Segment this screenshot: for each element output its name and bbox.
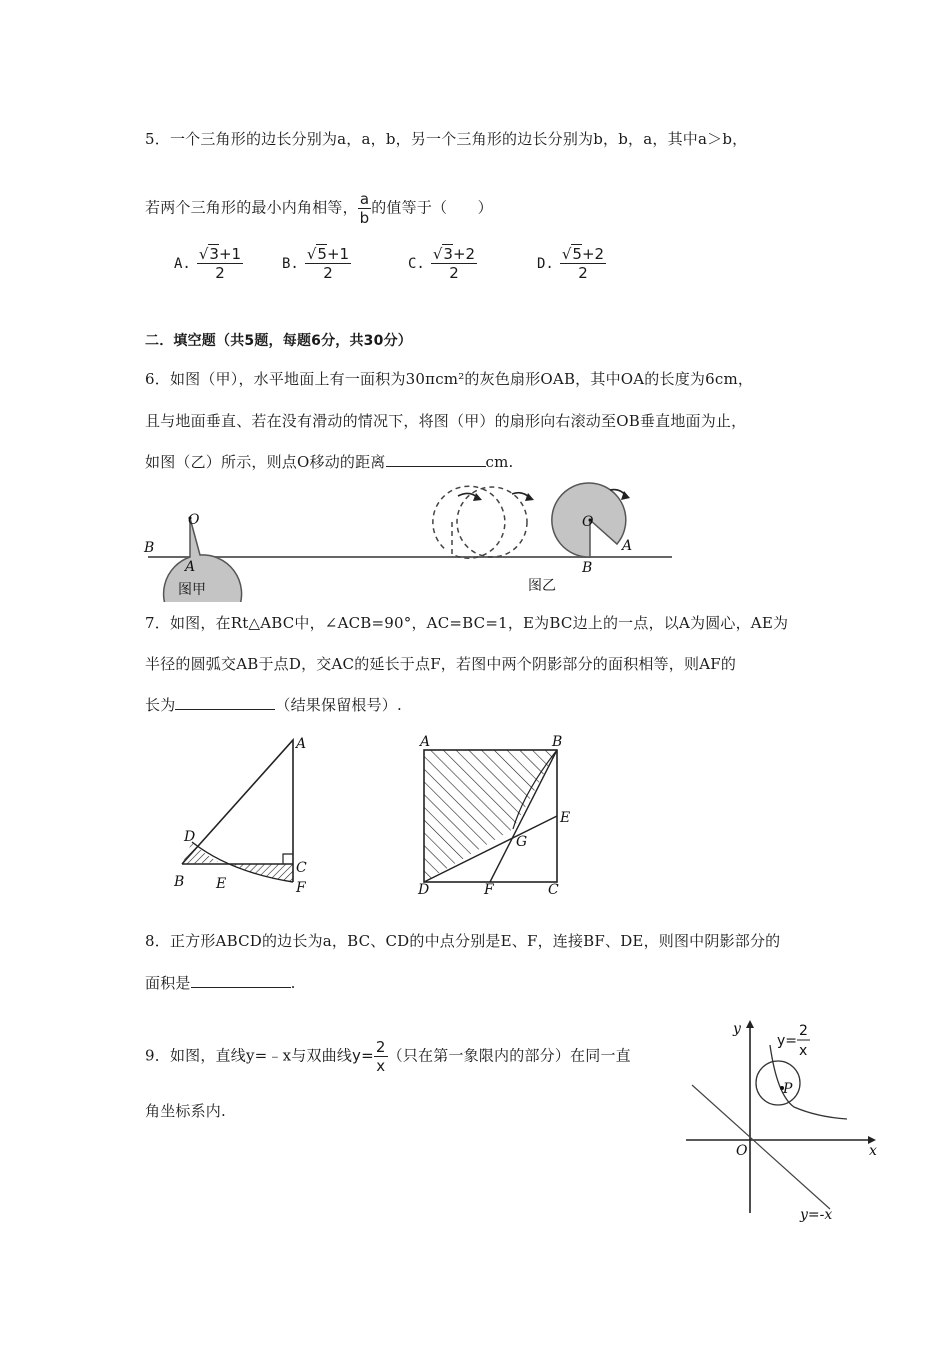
q7-line3: 长为 （结果保留根号）.: [145, 696, 402, 714]
section-title: 二．填空题（共5题，每题6分，共30分）: [145, 333, 412, 349]
label-e-sq: E: [560, 810, 571, 826]
label-o-yi: O: [582, 514, 594, 530]
label-f: F: [296, 880, 306, 894]
label-curve-pre: y=: [777, 1033, 798, 1049]
label-g-sq: G: [516, 834, 528, 850]
caption-yi: 图乙: [528, 578, 556, 594]
label-curve-num: 2: [799, 1023, 808, 1039]
label-b-sq: B: [552, 734, 563, 750]
shade-left: [182, 842, 218, 864]
label-b-jia: B: [144, 540, 155, 556]
q8-figure: [412, 732, 582, 898]
line-neg-x: [692, 1085, 830, 1209]
q5-fraction: $\frac{a}{b}$: [359, 190, 370, 227]
dashed-sector-2: [457, 487, 527, 557]
q7-answer-blank[interactable]: [175, 695, 275, 710]
q5-line1: 5．一个三角形的边长分别为a，a，b，另一个三角形的边长分别为b，b，a，其中a＞b，: [145, 130, 748, 148]
label-d-sq: D: [418, 882, 430, 898]
q8-answer-blank[interactable]: [191, 973, 291, 988]
q5-option-b[interactable]: B. $\frac{√5+1}{2}$: [282, 245, 350, 282]
label-a: A: [296, 736, 307, 752]
label-o-jia: O: [188, 512, 200, 528]
dashed-sector-1: [433, 486, 505, 558]
label-e: E: [216, 876, 227, 892]
hyperbola: [770, 1045, 847, 1119]
label-a-yi: A: [622, 538, 633, 554]
q5-line2-pre: 若两个三角形的最小内角相等，: [145, 198, 358, 217]
label-a-jia: A: [185, 559, 196, 575]
label-a-sq: A: [420, 734, 431, 750]
q7-figure: [170, 732, 320, 894]
label-x: x: [869, 1143, 877, 1159]
q6-line2: 且与地面垂直、若在没有滑动的情况下，将图（甲）的扇形向右滚动至OB垂直地面为止，: [145, 412, 747, 430]
label-b: B: [174, 874, 185, 890]
label-y: y: [733, 1021, 741, 1037]
label-curve-den: x: [799, 1043, 808, 1059]
label-line: y=-x: [800, 1207, 833, 1223]
q6-figure: [140, 482, 680, 602]
q5-line2-post: 的值等于（ ）: [371, 198, 493, 217]
q5-line2: [145, 190, 493, 227]
caption-jia: 图甲: [178, 582, 206, 598]
label-f-sq: F: [484, 882, 494, 898]
label-c: C: [296, 860, 307, 876]
q5-option-a[interactable]: A. $\frac{√3+1}{2}$: [174, 245, 242, 282]
q6-line1: 6．如图（甲），水平地面上有一面积为30πcm²的灰色扇形OAB，其中OA的长度为6cm，: [145, 370, 754, 388]
shaded-region: [424, 750, 557, 882]
label-p: P: [783, 1081, 793, 1097]
label-c-sq: C: [548, 882, 559, 898]
q7-line2: 半径的圆弧交AB于点D，交AC的延长于点F，若图中两个阴影部分的面积相等，则AF的: [145, 655, 737, 673]
q6-line3: 如图（乙）所示，则点O移动的距离 cm.: [145, 453, 514, 471]
shade-right: [230, 864, 293, 882]
q6-answer-blank[interactable]: [386, 452, 486, 467]
label-d: D: [184, 829, 196, 845]
q8-line1: 8．正方形ABCD的边长为a，BC、CD的中点分别是E、F，连接BF、DE，则图中阴影部分的: [145, 932, 781, 950]
q5-option-d[interactable]: D. $\frac{√5+2}{2}$: [537, 245, 605, 282]
label-origin: O: [736, 1143, 748, 1159]
q9-fraction: $\frac{2}{x}$: [375, 1038, 386, 1075]
q7-line1: 7．如图，在Rt△ABC中，∠ACB=90°，AC=BC=1，E为BC边上的一点，以A为圆心，AE为: [145, 614, 789, 632]
label-b-yi: B: [582, 560, 593, 576]
q9-figure: [682, 1015, 882, 1225]
q8-line2: 面积是 .: [145, 974, 296, 992]
q9-line1: 9．如图，直线y=﹣x与双曲线y= $\frac{2}{x}$ （只在第一象限内的部分）在同一直: [145, 1038, 631, 1075]
q5-option-c[interactable]: C. $\frac{√3+2}{2}$: [408, 245, 476, 282]
q9-line2: 角坐标系内.: [145, 1102, 226, 1120]
